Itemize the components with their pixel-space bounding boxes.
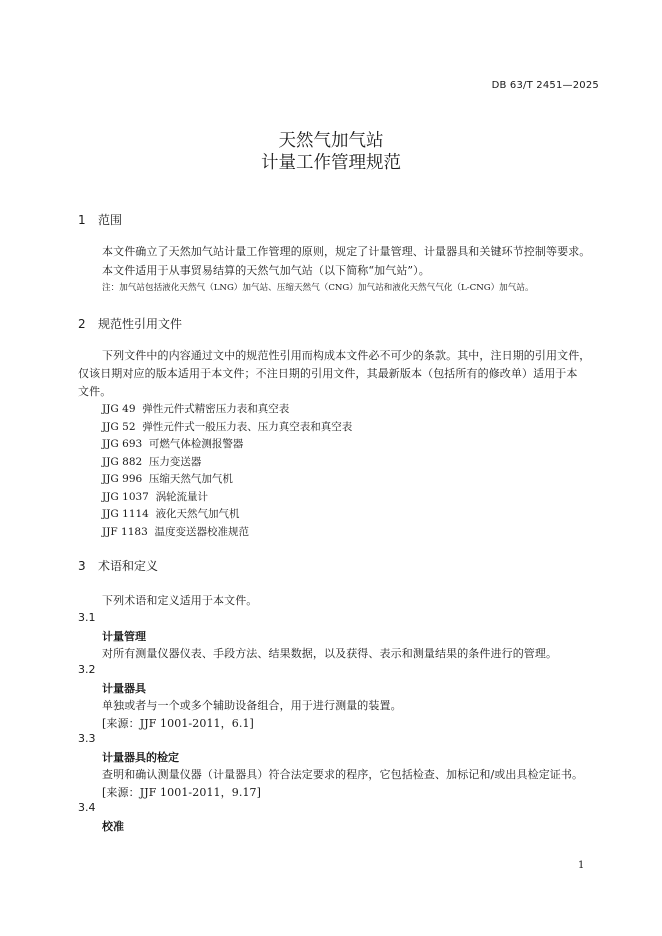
reference-name: 涡轮流量计 bbox=[155, 491, 209, 503]
reference-code: JJG 882 bbox=[102, 456, 143, 468]
section-2-heading bbox=[78, 315, 182, 332]
term-number: 3.2 bbox=[78, 663, 96, 676]
section-title: 范围 bbox=[98, 213, 123, 227]
normative-intro-line3: 文件。 bbox=[78, 385, 112, 398]
reference-code: JJG 1037 bbox=[102, 491, 149, 503]
section-number: 1 bbox=[78, 213, 86, 227]
section-title: 规范性引用文件 bbox=[98, 317, 183, 331]
term-title: 计量器具的检定 bbox=[102, 751, 179, 764]
reference-code: JJG 1114 bbox=[102, 508, 149, 520]
page-number: 1 bbox=[578, 860, 585, 871]
section-title: 术语和定义 bbox=[98, 559, 159, 573]
section-number: 3 bbox=[78, 559, 86, 573]
reference-name: 液化天然气加气机 bbox=[155, 508, 240, 520]
reference-code: JJG 52 bbox=[102, 421, 136, 433]
reference-name: 弹性元件式一般压力表、压力真空表和真空表 bbox=[142, 421, 353, 433]
scope-paragraph-1: 本文件确立了天然加气站计量工作管理的原则，规定了计量管理、计量器具和关键环节控制等要求。 bbox=[102, 245, 591, 258]
term-number: 3.3 bbox=[78, 732, 96, 745]
term-definition: 对所有测量仪器仪表、手段方法、结果数据，以及获得、表示和测量结果的条件进行的管理。 bbox=[102, 647, 558, 660]
terms-intro: 下列术语和定义适用于本文件。 bbox=[102, 594, 258, 607]
scope-note: 注：加气站包括液化天然气（LNG）加气站、压缩天然气（CNG）加气站和液化天然气气化（L-CNG）加气站。 bbox=[102, 283, 534, 293]
term-title: 计量管理 bbox=[102, 630, 146, 643]
normative-intro-line1: 下列文件中的内容通过文中的规范性引用而构成本文件必不可少的条款。其中，注日期的引用文件， bbox=[102, 349, 591, 362]
doc-title-line2: 计量工作管理规范 bbox=[261, 153, 401, 173]
section-number: 2 bbox=[78, 317, 86, 331]
scope-paragraph-2: 本文件适用于从事贸易结算的天然气加气站（以下简称“加气站”）。 bbox=[102, 264, 430, 277]
term-definition: 查明和确认测量仪器（计量器具）符合法定要求的程序，它包括检查、加标记和/或出具检定证书。 bbox=[102, 768, 584, 781]
reference-code: JJG 49 bbox=[102, 403, 136, 415]
term-title: 计量器具 bbox=[102, 682, 146, 695]
term-source: [来源：JJF 1001-2011，9.17] bbox=[102, 786, 262, 799]
reference-item bbox=[102, 436, 243, 451]
reference-name: 温度变送器校准规范 bbox=[154, 526, 249, 538]
term-number: 3.4 bbox=[78, 801, 96, 814]
normative-intro-line2: 仅该日期对应的版本适用于本文件；不注日期的引用文件，其最新版本（包括所有的修改单）适用于本 bbox=[78, 367, 578, 380]
reference-item bbox=[102, 506, 240, 521]
term-title: 校准 bbox=[102, 820, 124, 833]
reference-item bbox=[102, 489, 208, 504]
section-1-heading bbox=[78, 211, 122, 228]
standard-code: DB 63/T 2451—2025 bbox=[491, 80, 599, 91]
reference-item bbox=[102, 419, 352, 434]
reference-name: 压缩天然气加气机 bbox=[148, 473, 233, 485]
doc-title-line1: 天然气加气站 bbox=[278, 131, 384, 151]
term-definition: 单独或者与一个或多个辅助设备组合，用于进行测量的装置。 bbox=[102, 699, 402, 712]
reference-code: JJF 1183 bbox=[102, 526, 148, 538]
term-number: 3.1 bbox=[78, 611, 96, 624]
reference-item bbox=[102, 471, 233, 486]
reference-item bbox=[102, 524, 249, 539]
section-3-heading bbox=[78, 557, 158, 574]
reference-name: 弹性元件式精密压力表和真空表 bbox=[142, 403, 290, 415]
term-source: [来源：JJF 1001-2011，6.1] bbox=[102, 717, 254, 730]
reference-item bbox=[102, 401, 289, 416]
reference-name: 可燃气体检测报警器 bbox=[148, 438, 244, 450]
reference-name: 压力变送器 bbox=[148, 456, 202, 468]
reference-item bbox=[102, 454, 201, 469]
reference-code: JJG 693 bbox=[102, 438, 143, 450]
reference-code: JJG 996 bbox=[102, 473, 143, 485]
